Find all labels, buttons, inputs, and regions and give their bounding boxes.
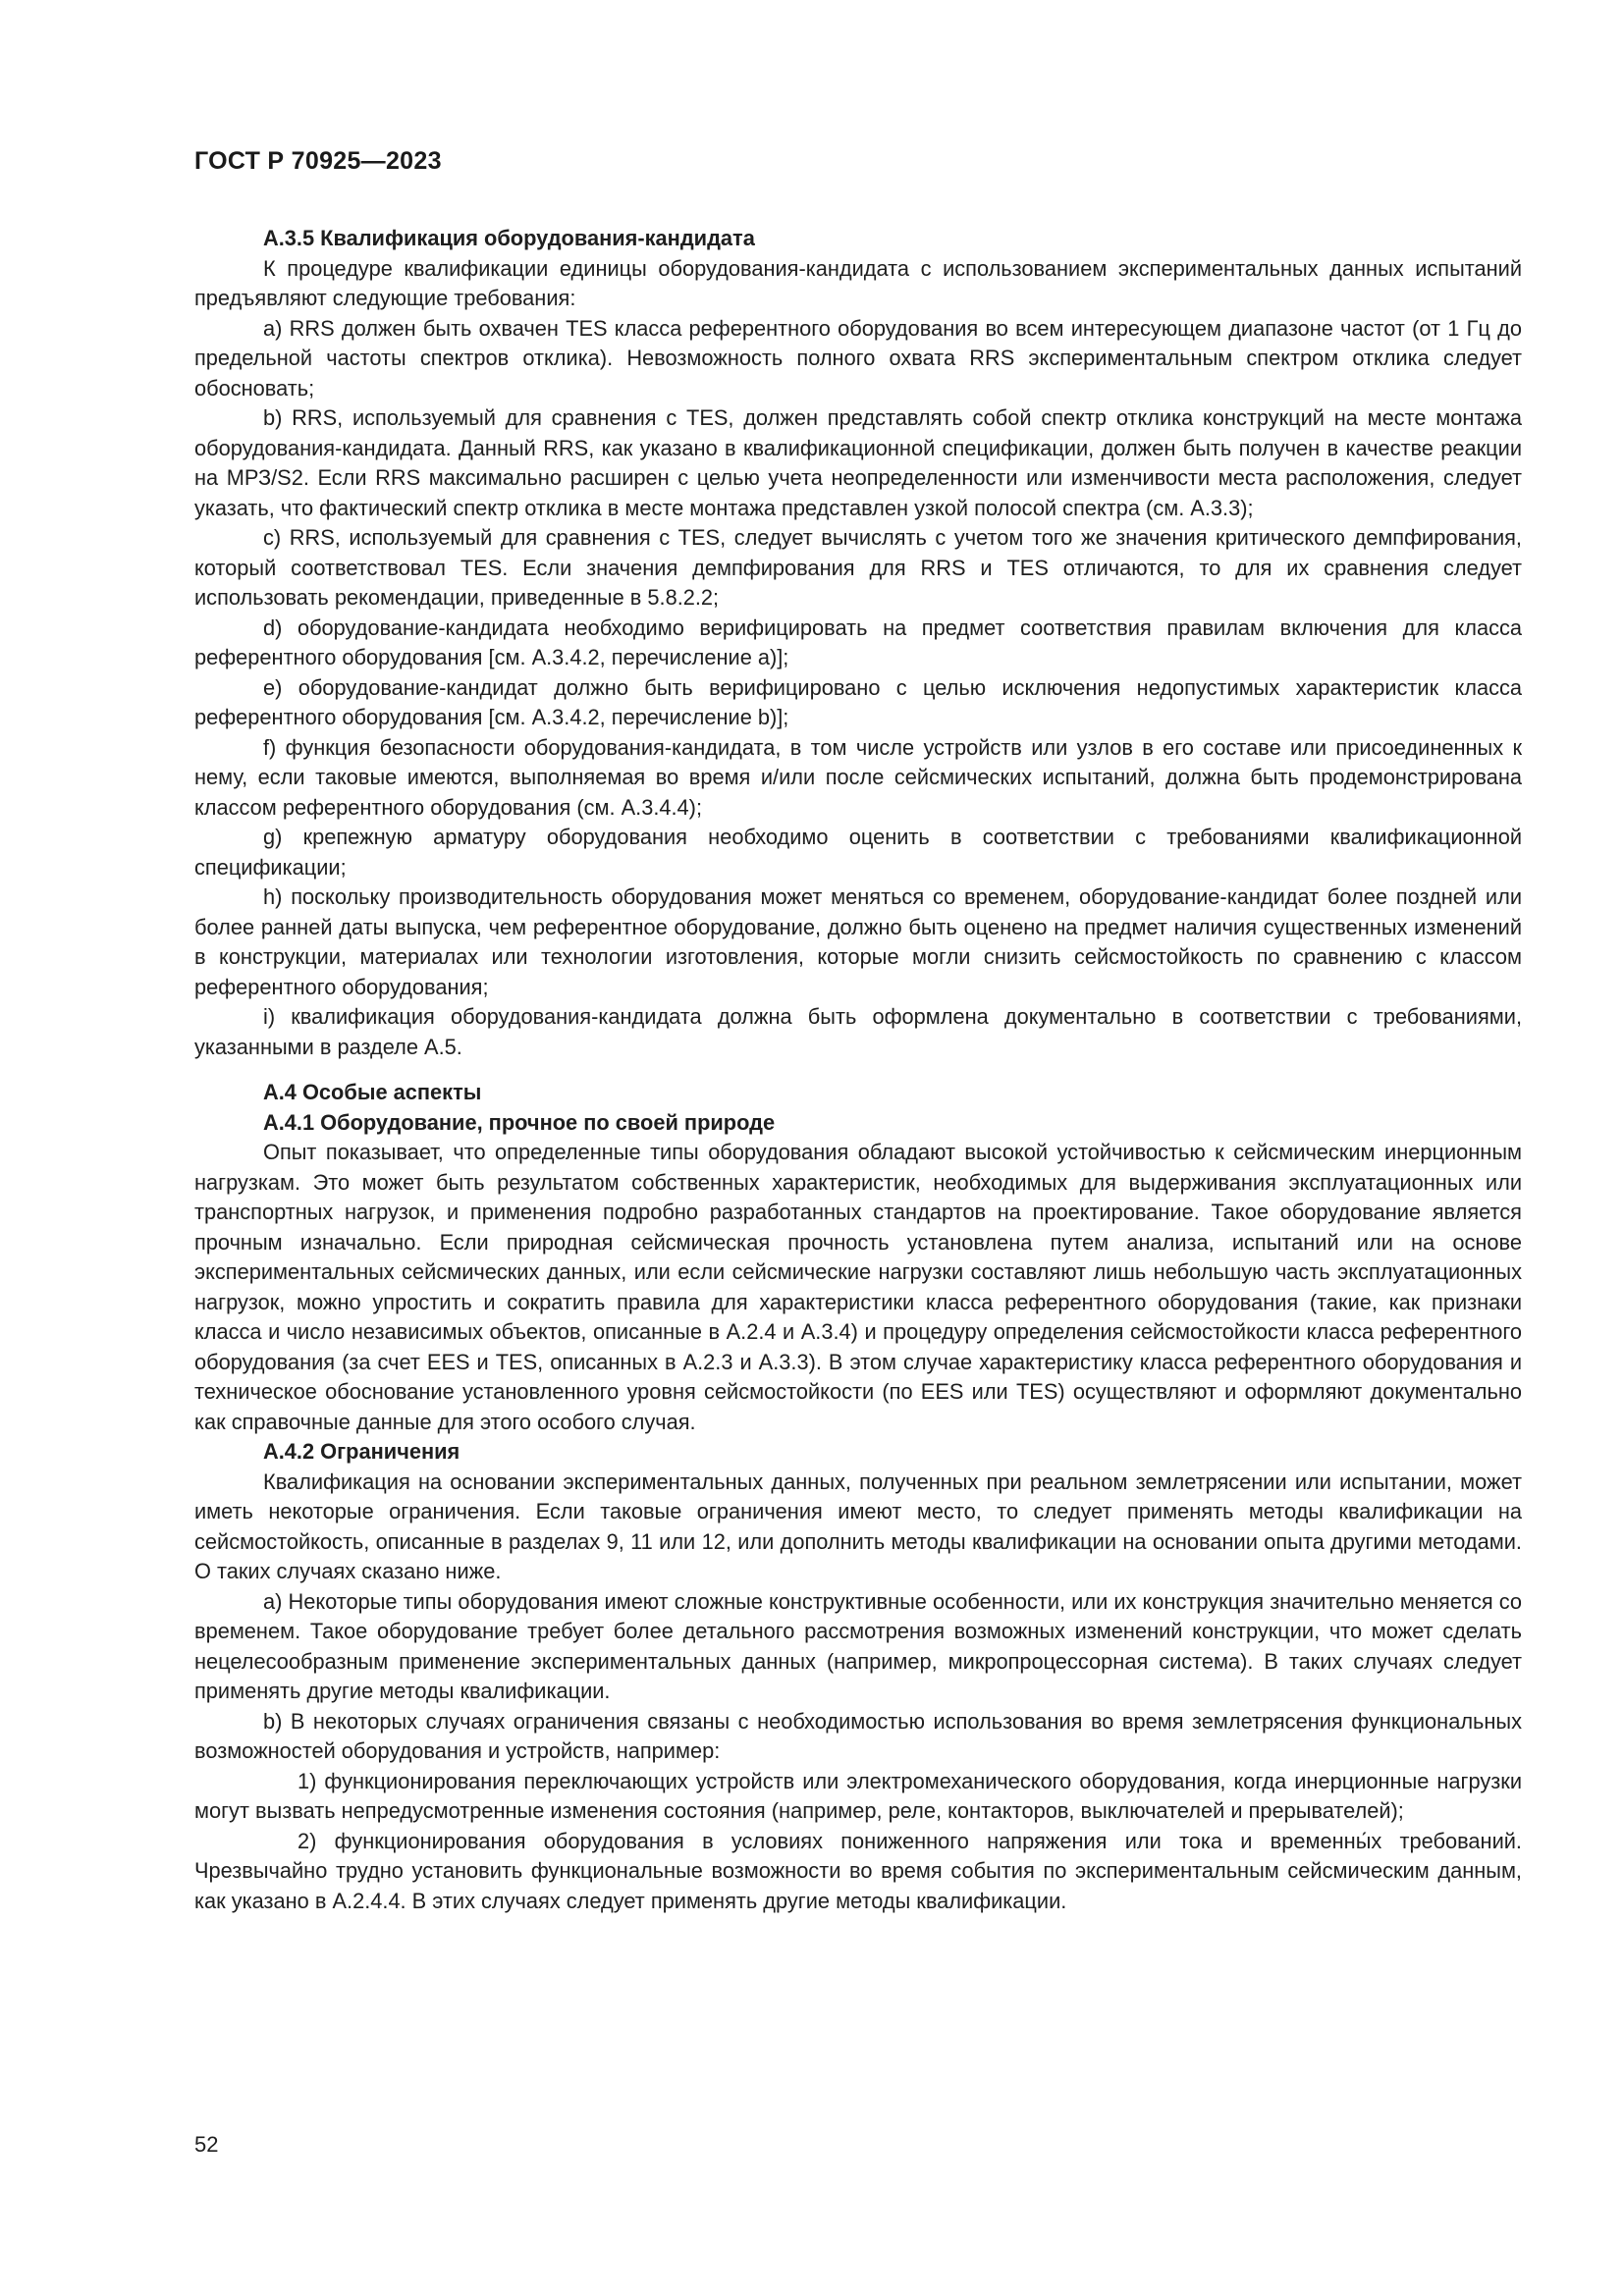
document-header: ГОСТ Р 70925—2023 [194,147,442,175]
list-item: g) крепежную арматуру оборудования необходимо оценить в соответствии с требованиями квалификационной спецификации; [194,825,1522,880]
sub-list-item: 1) функционирования переключающих устройств или электромеханического оборудования, когда инерционные нагрузки могут вызвать непредусмотренные изменения состояния (например, реле, контакторов, выключателей и прерывателей); [194,1768,1522,1823]
list-item: b) В некоторых случаях ограничения связаны с необходимостью использования во время землетрясения функциональных возможностей оборудования и устройств, например: [194,1708,1522,1763]
list-item: e) оборудование-кандидат должно быть верифицировано с целью исключения недопустимых характеристик класса референтного оборудования [см. А.3.4.2, перечисление b)]; [194,674,1522,729]
list-item: b) RRS, используемый для сравнения с TES, должен представлять собой спектр отклика конструкций на месте монтажа оборудования-кандидата. Данный RRS, как указано в квалификационной спецификации, должен быть получен в качестве реакции на МРЗ/S2. Если RRS максимально расширен с целью учета неопределенности или изменчивости места расположения, следует указать, что фактический спектр отклика в месте монтажа представлен узкой полосой спектра (см. А.3.3); [194,405,1522,520]
list-item: а) Некоторые типы оборудования имеют сложные конструктивные особенности, или их конструкция значительно меняется со временем. Такое оборудование требует более детального рассмотрения возможных изменений конструкции, что может сделать нецелесообразным применение экспериментальных данных (например, микропроцессорная система). В таких случаях следует применять другие методы квалификации. [194,1588,1522,1703]
section-a4-title: А.4 Особые аспекты [263,1080,482,1104]
sub-list-item: 2) функционирования оборудования в условиях пониженного напряжения или тока и временны́х требований. Чрезвычайно трудно установить функциональные возможности во время события по экспериментальным сейсмическим данным, как указано в А.2.4.4. В этих случаях следует применять другие методы квалификации. [194,1828,1522,1913]
document-body [194,224,1522,1916]
list-item: а) RRS должен быть охвачен TES класса референтного оборудования во всем интересующем диапазоне частот (от 1 Гц до предельной частоты спектров отклика). Невозможность полного охвата RRS экспериментальным спектром отклика следует обосновать; [194,315,1522,400]
section-a41-title: А.4.1 Оборудование, прочное по своей природе [263,1109,776,1135]
section-a41-text: Опыт показывает, что определенные типы оборудования обладают высокой устойчивостью к сейсмическим инерционным нагрузкам. Это может быть результатом собственных характеристик, необходимых для выдерживания эксплуатационных или транспортных нагрузок, и применения подробно разработанных стандартов на проектирование. Такое оборудование является прочным изначально. Если природная сейсмическая прочность установлена путем анализа, испытаний или на основе экспериментальных сейсмических данных, или если сейсмические нагрузки составляют лишь небольшую часть эксплуатационных нагрузок, можно упростить и сократить правила для характеристики класса референтного оборудования (такие, как признаки класса и число независимых объектов, описанные в А.2.4 и А.3.4) и процедуру определения сейсмостойкости класса референтного оборудования (за счет EES и TES, описанных в А.2.3 и А.3.3). В этом случае характеристику класса референтного оборудования и техническое обоснование установленного уровня сейсмостойкости (по EES или TES) осуществляют и оформляют документально как справочные данные для этого особого случая. [194,1140,1522,1434]
section-a35-intro: К процедуре квалификации единицы оборудования-кандидата с использованием экспериментальных данных испытаний предъявляют следующие требования: [194,255,1522,310]
page-number: 52 [194,2132,219,2157]
list-item: i) квалификация оборудования-кандидата должна быть оформлена документально в соответствии с требованиями, указанными в разделе А.5. [194,1004,1522,1059]
list-item: d) оборудование-кандидата необходимо верифицировать на предмет соответствия правилам включения для класса референтного оборудования [см. А.3.4.2, перечисление а)]; [194,614,1522,669]
list-item: c) RRS, используемый для сравнения с TES, следует вычислять с учетом того же значения критического демпфирования, который соответствовал TES. Если значения демпфирования для RRS и TES отличаются, то для их сравнения следует использовать рекомендации, приведенные в 5.8.2.2; [194,525,1522,610]
section-a35-title: А.3.5 Квалификация оборудования-кандидата [263,226,755,250]
list-item: f) функция безопасности оборудования-кандидата, в том числе устройств или узлов в его составе или присоединенных к нему, если таковые имеются, выполняемая во время и/или после сейсмических испытаний, должна быть продемонстрирована классом референтного оборудования (см. А.3.4.4); [194,734,1522,820]
section-a42-title: А.4.2 Ограничения [263,1439,460,1464]
list-item: h) поскольку производительность оборудования может меняться со временем, оборудование-кандидат более поздней или более ранней даты выпуска, чем референтное оборудование, должно быть оценено на предмет наличия существенных изменений в конструкции, материалах или технологии изготовления, которые могли снизить сейсмостойкость по сравнению с классом референтного оборудования; [194,884,1522,999]
section-a42-text: Квалификация на основании экспериментальных данных, полученных при реальном землетрясении или испытании, может иметь некоторые ограничения. Если таковые ограничения имеют место, то следует применять методы квалификации на сейсмостойкость, описанные в разделах 9, 11 или 12, или дополнить методы квалификации на основании опыта другими методами. О таких случаях сказано ниже. [194,1468,1522,1583]
